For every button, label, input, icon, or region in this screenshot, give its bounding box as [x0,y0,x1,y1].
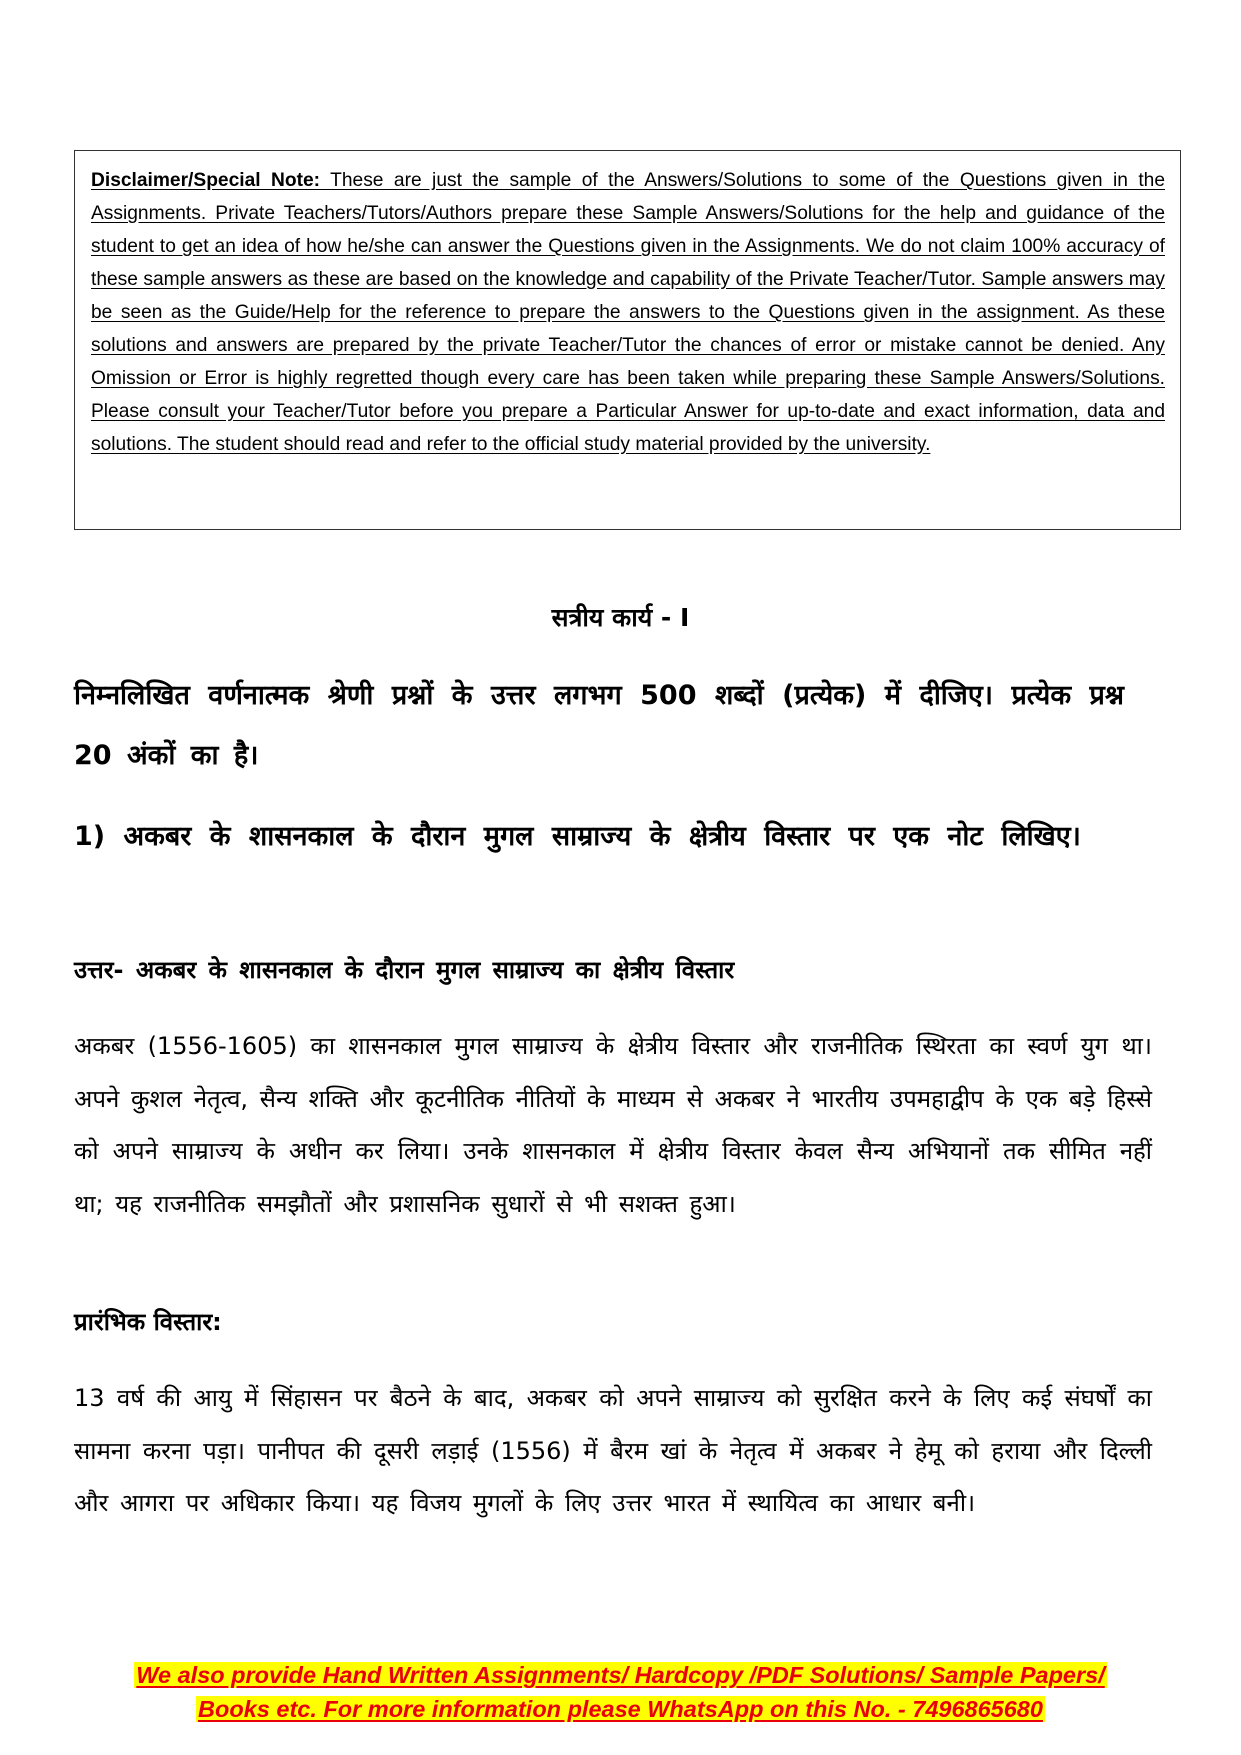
question-1: 1) अकबर के शासनकाल के दौरान मुगल साम्राज्य के क्षेत्रीय विस्तार पर एक नोट लिखिए। [74,821,1081,852]
answer-paragraph-1: अकबर (1556-1605) का शासनकाल मुगल साम्राज्य के क्षेत्रीय विस्तार और राजनीतिक स्थिरता का स्वर्ण युग था। अपने कुशल नेतृत्व, सैन्य शक्ति और कूटनीतिक नीतियों के माध्यम से अकबर ने भारतीय उपमहाद्वीप के एक बड़े हिस्से को अपने साम्राज्य के अधीन कर लिया। उनके शासनकाल में क्षेत्रीय विस्तार केवल सैन्य अभियानों तक सीमित नहीं था; यह राजनीतिक समझौतों और प्रशासनिक सुधारों से भी सशक्त हुआ। [74,1032,1152,1218]
answer-paragraph-2: 13 वर्ष की आयु में सिंहासन पर बैठने के बाद, अकबर को अपने साम्राज्य को सुरक्षित करने के लिए कई संघर्षों का सामना करना पड़ा। पानीपत की दूसरी लड़ाई (1556) में बैरम खां के नेतृत्व में अकबर ने हेमू को हराया और दिल्ली और आगरा पर अधिकार किया। यह विजय मुगलों के लिए उत्तर भारत में स्थायित्व का आधार बनी। [74,1384,1152,1517]
footer-promo [0,1658,1241,1726]
footer-line-2: Books etc. For more information please WhatsApp on this No. - 7496865680 [198,1696,1043,1722]
section-title: सत्रीय कार्य - I [551,603,690,632]
footer-line-1: We also provide Hand Written Assignments/ Hardcopy /PDF Solutions/ Sample Papers/ [136,1662,1105,1688]
answer-heading: उत्तर- अकबर के शासनकाल के दौरान मुगल साम्राज्य का क्षेत्रीय विस्तार [74,956,735,984]
disclaimer-box [74,150,1181,530]
disclaimer-label: Disclaimer/Special Note: [91,170,321,191]
subheading-initial-expansion: प्रारंभिक विस्तार: [74,1308,222,1336]
disclaimer-text: These are just the sample of the Answers/Solutions to some of the Questions given in the Assignments. Private Teachers/Tutors/Authors prepare these Sample Answers/Solutions for the help and guidance of the student to get an idea of how he/she can answer the Questions given in the Assignments. We do not claim 100% accuracy of these sample answers as these are based on the knowledge and capability of the Private Teacher/Tutor. Sample answers may be seen as the Guide/Help for the reference to prepare the answers to the Questions given in the assignment. As these solutions and answers are prepared by the private Teacher/Tutor the chances of error or mistake cannot be denied. Any Omission or Error is highly regretted though every care has been taken while preparing these Sample Answers/Solutions. Please consult your Teacher/Tutor before you prepare a Particular Answer for up-to-date and exact information, data and solutions. The student should read and refer to the official study material provided by the university. [91,170,1165,455]
instructions: निम्नलिखित वर्णनात्मक श्रेणी प्रश्नों के उत्तर लगभग 500 शब्दों (प्रत्येक) में दीजिए। प्रत्येक प्रश्न 20 अंकों का है। [74,680,1124,771]
